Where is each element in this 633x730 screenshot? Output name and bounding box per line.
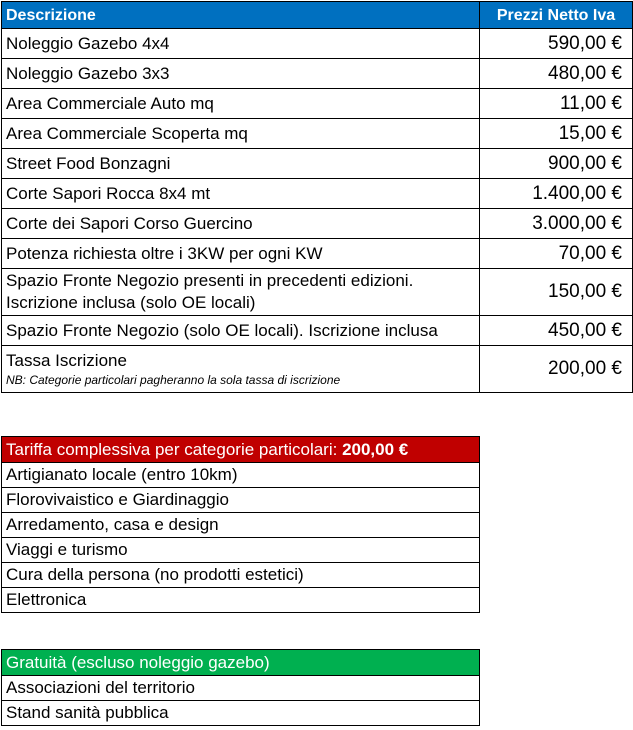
- tax-row: [2, 346, 633, 393]
- special-category: Elettronica: [2, 588, 480, 613]
- table-row: [2, 316, 633, 346]
- row-description: Corte Sapori Rocca 8x4 mt: [2, 179, 480, 209]
- table-row: [2, 239, 633, 269]
- special-category: Arredamento, casa e design: [2, 513, 480, 538]
- special-category: Florovivaistico e Giardinaggio: [2, 488, 480, 513]
- row-price: 480,00 €: [480, 59, 633, 89]
- list-item: [2, 463, 480, 488]
- table-row: [2, 119, 633, 149]
- list-item: [2, 701, 480, 726]
- special-header-cell: [2, 437, 480, 463]
- row-price: 3.000,00 €: [480, 209, 633, 239]
- row-price: 1.400,00 €: [480, 179, 633, 209]
- row-description: Area Commerciale Auto mq: [2, 89, 480, 119]
- row-description: Spazio Fronte Negozio (solo OE locali). Iscrizione inclusa: [2, 316, 480, 346]
- row-price: 450,00 €: [480, 316, 633, 346]
- special-categories-table: [1, 436, 480, 613]
- row-price: 590,00 €: [480, 29, 633, 59]
- row-price: 11,00 €: [480, 89, 633, 119]
- row-description: Street Food Bonzagni: [2, 149, 480, 179]
- row-description: Corte dei Sapori Corso Guercino: [2, 209, 480, 239]
- free-header-text: Gratuità (escluso noleggio gazebo): [2, 650, 480, 676]
- list-item: [2, 513, 480, 538]
- special-category: Cura della persona (no prodotti estetici): [2, 563, 480, 588]
- tax-description: Tassa Iscrizione: [6, 351, 127, 370]
- special-category: Artigianato locale (entro 10km): [2, 463, 480, 488]
- price-table-header: [2, 2, 633, 29]
- row-price: 150,00 €: [480, 269, 633, 316]
- row-price: 15,00 €: [480, 119, 633, 149]
- row-description: Potenza richiesta oltre i 3KW per ogni KW: [2, 239, 480, 269]
- free-header: [2, 650, 480, 676]
- special-category: Viaggi e turismo: [2, 538, 480, 563]
- row-description: Noleggio Gazebo 4x4: [2, 29, 480, 59]
- free-table: [1, 649, 480, 726]
- list-item: [2, 563, 480, 588]
- row-price: 70,00 €: [480, 239, 633, 269]
- table-row: [2, 59, 633, 89]
- list-item: [2, 488, 480, 513]
- row-description: Noleggio Gazebo 3x3: [2, 59, 480, 89]
- header-description: Descrizione: [2, 2, 480, 29]
- row-description: Spazio Fronte Negozio presenti in precedenti edizioni. Iscrizione inclusa (solo OE locali): [2, 269, 480, 316]
- header-price: Prezzi Netto Iva: [480, 2, 633, 29]
- list-item: [2, 538, 480, 563]
- price-table: [1, 1, 633, 393]
- table-row: [2, 149, 633, 179]
- free-category: Stand sanità pubblica: [2, 701, 480, 726]
- table-row: [2, 209, 633, 239]
- special-header-text: Tariffa complessiva per categorie particolari:: [6, 439, 343, 459]
- table-row: [2, 89, 633, 119]
- table-row: [2, 179, 633, 209]
- list-item: [2, 676, 480, 701]
- list-item: [2, 588, 480, 613]
- special-header-amount: 200,00 €: [342, 439, 409, 459]
- special-header: [2, 437, 480, 463]
- tax-note: NB: Categorie particolari pagheranno la sola tassa di iscrizione: [6, 373, 341, 387]
- tax-price: 200,00 €: [480, 346, 633, 393]
- table-row: [2, 269, 633, 316]
- row-price: 900,00 €: [480, 149, 633, 179]
- free-category: Associazioni del territorio: [2, 676, 480, 701]
- row-description: Area Commerciale Scoperta mq: [2, 119, 480, 149]
- tax-description-cell: [2, 346, 480, 393]
- table-row: [2, 29, 633, 59]
